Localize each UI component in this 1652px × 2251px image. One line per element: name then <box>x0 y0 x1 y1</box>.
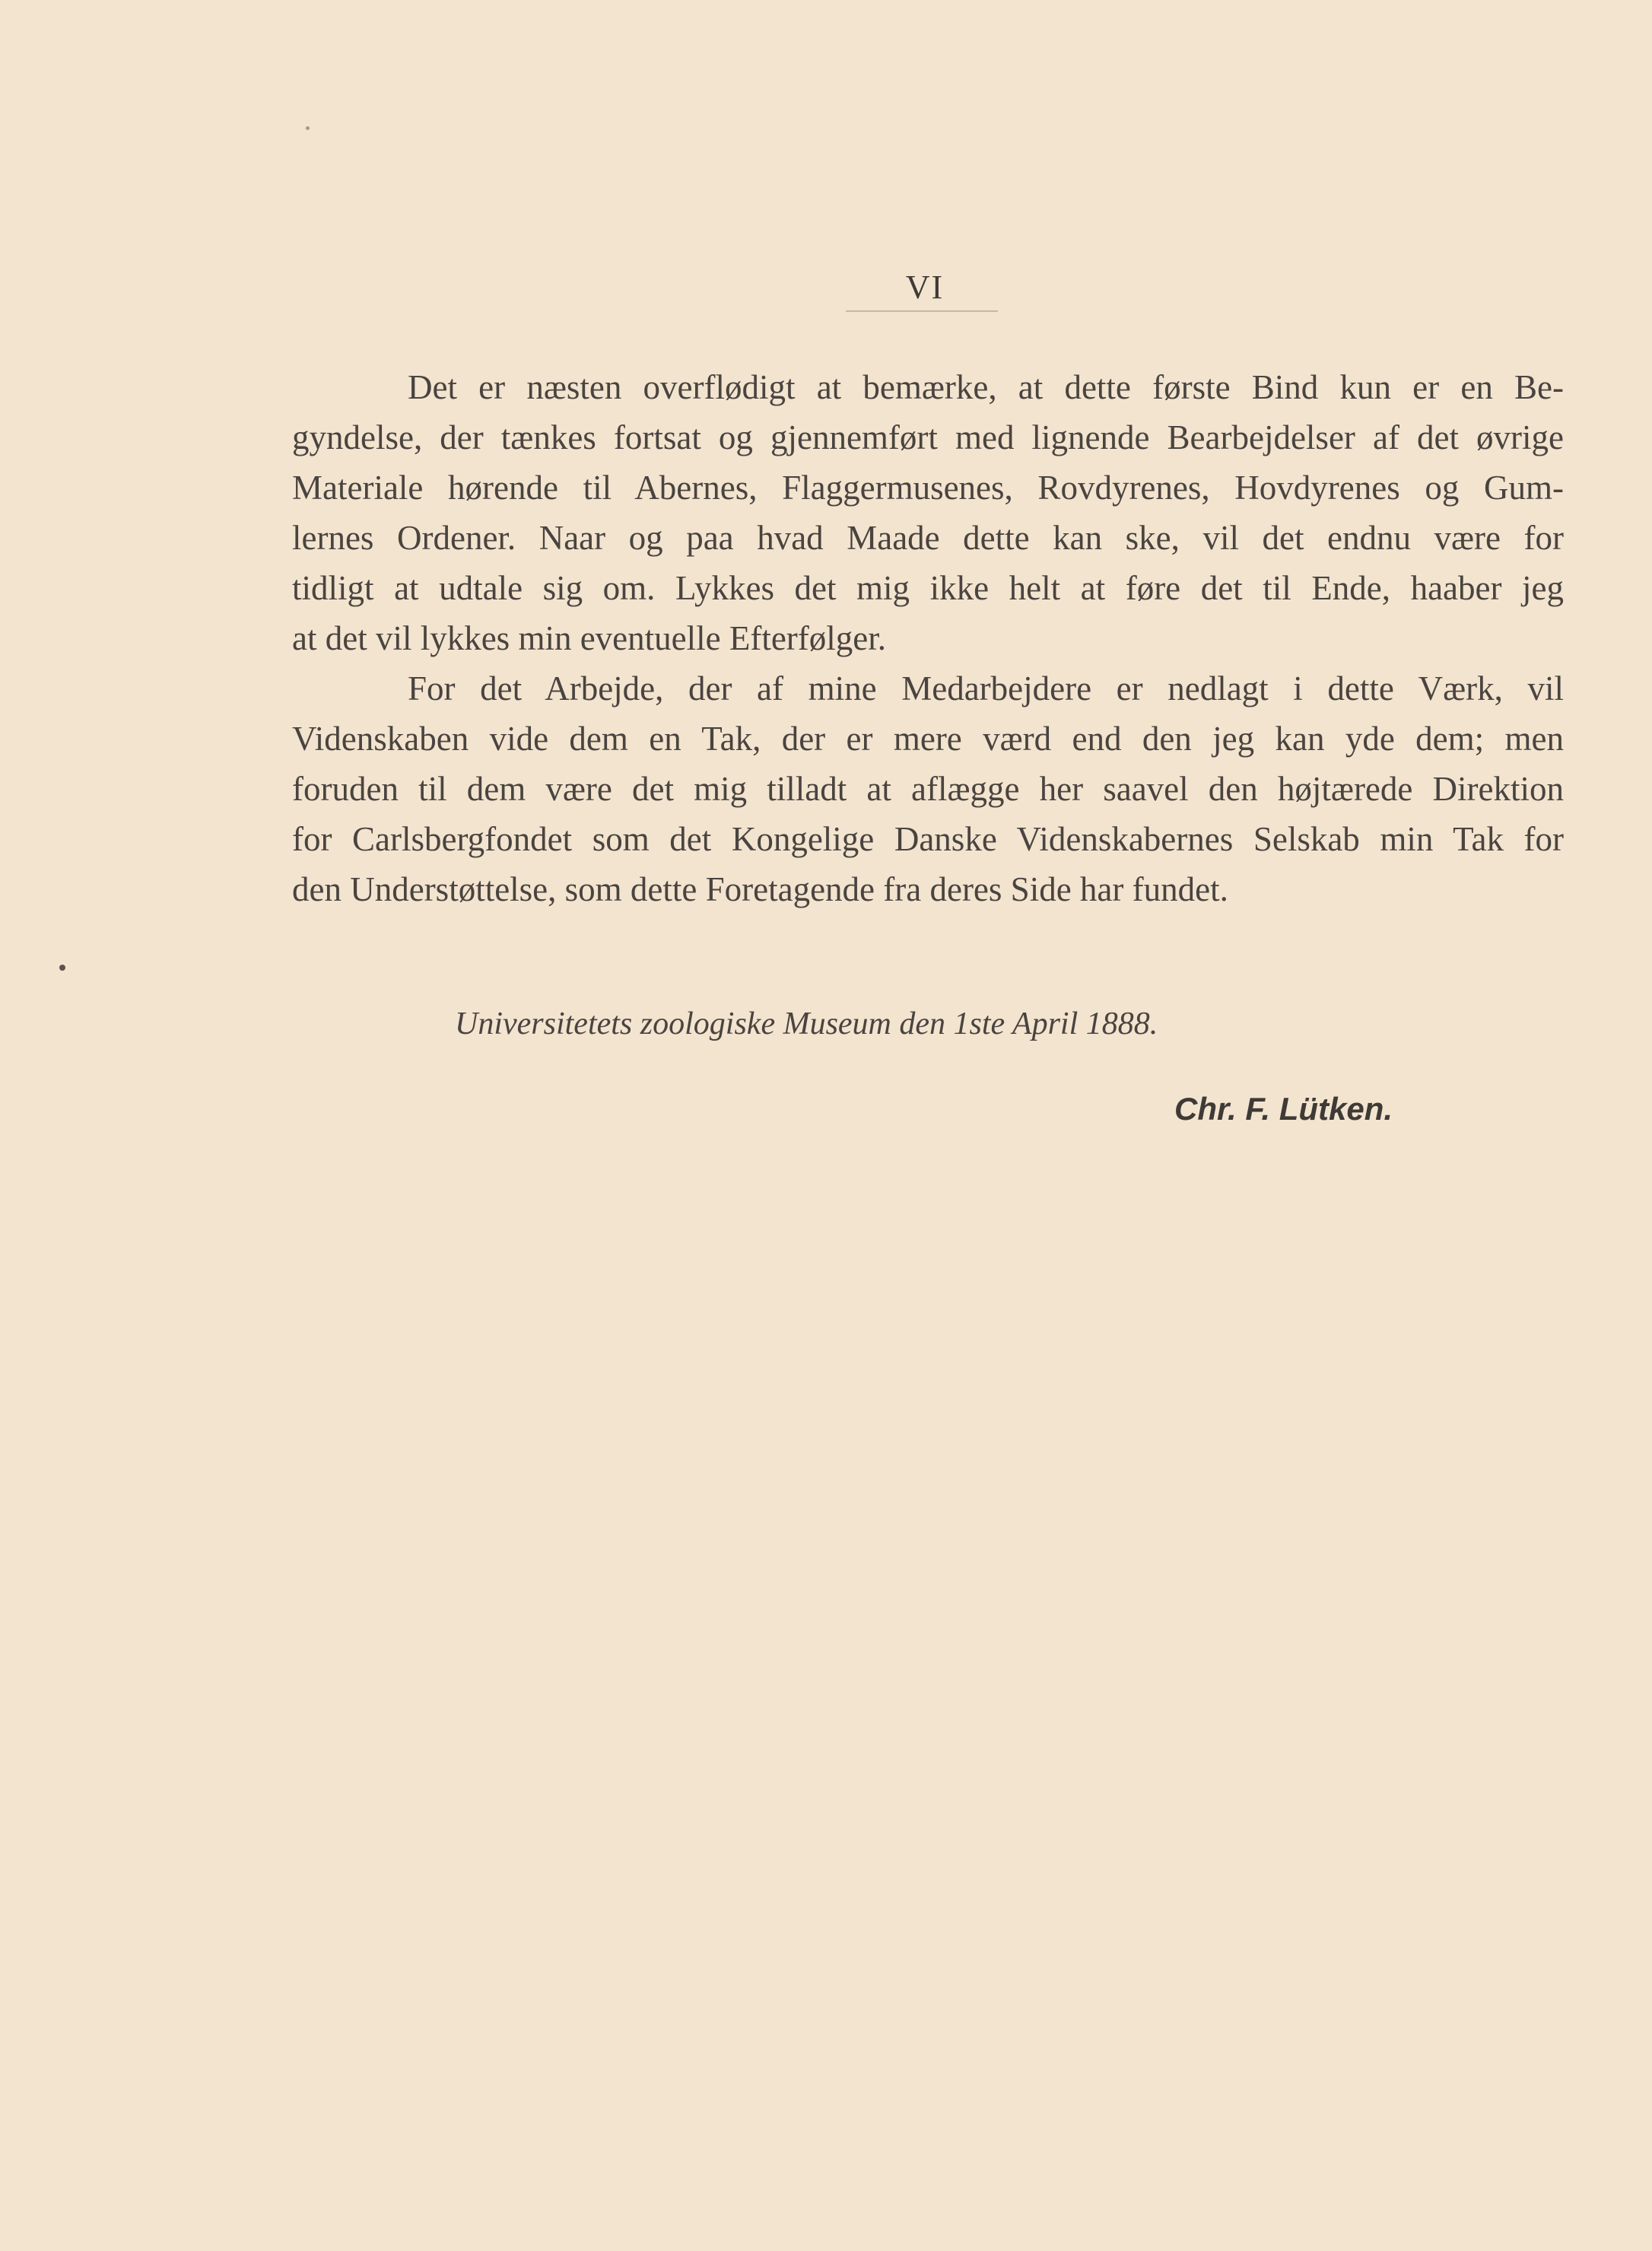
dateline: Universitetets zoologiske Museum den 1ste April 1888. <box>455 1006 1158 1041</box>
paragraph-2 <box>292 663 1564 914</box>
text-line: tidligt at udtale sig om. Lykkes det mig ikke helt at føre det til Ende, haaber jeg <box>292 569 1564 607</box>
text-line: for Carlsbergfondet som det Kongelige Danske Videnskabernes Selskab min Tak for <box>292 820 1564 858</box>
text-line: foruden til dem være det mig tilladt at aflægge her saavel den højtærede Direktion <box>292 770 1564 808</box>
text-line: lernes Ordener. Naar og paa hvad Maade dette kan ske, vil det endnu være for <box>292 519 1564 557</box>
text-line: Materiale hørende til Abernes, Flaggermusenes, Rovdyrenes, Hovdyrenes og Gum- <box>292 469 1564 507</box>
body-text <box>292 362 1564 914</box>
text-line: gyndelse, der tænkes fortsat og gjennemført med lignende Bearbejdelser af det øvrige <box>292 418 1564 456</box>
ink-speck <box>59 965 65 971</box>
ink-speck <box>306 126 310 130</box>
page-number: VI <box>905 269 945 306</box>
text-line: For det Arbejde, der af mine Medarbejdere er nedlagt i dette Værk, vil <box>408 669 1564 707</box>
text-line: Videnskaben vide dem en Tak, der er mere værd end den jeg kan yde dem; men <box>292 720 1564 758</box>
text-line: Det er næsten overflødigt at bemærke, at dette første Bind kun er en Be- <box>408 368 1564 406</box>
paragraph-1 <box>292 362 1564 663</box>
text-line: at det vil lykkes min eventuelle Efterfølger. <box>292 619 886 657</box>
page-number-rule <box>846 310 998 312</box>
text-line: den Understøttelse, som dette Foretagende fra deres Side har fundet. <box>292 870 1228 908</box>
signature: Chr. F. Lütken. <box>1174 1091 1393 1127</box>
